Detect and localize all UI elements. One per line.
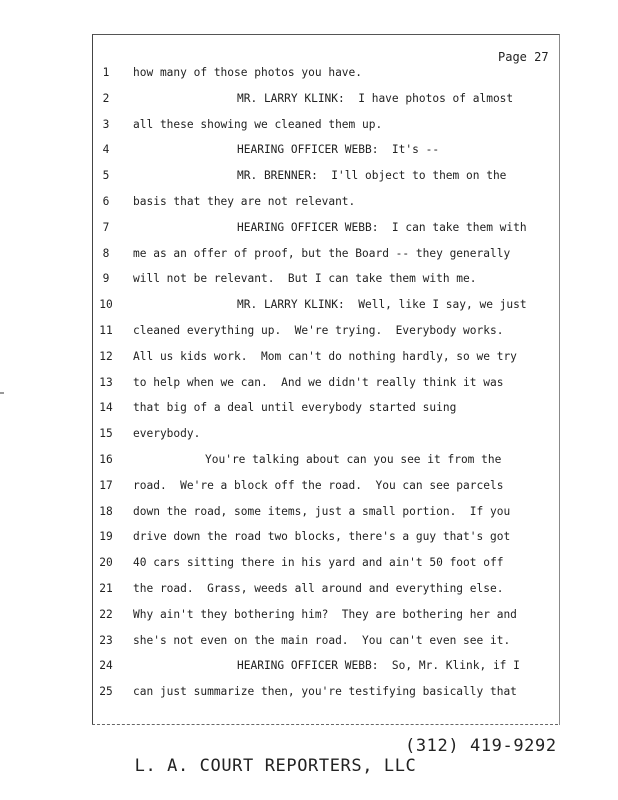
line-number: 24: [99, 659, 113, 673]
line-text: that big of a deal until everybody started suing: [133, 401, 457, 415]
line-number: 16: [99, 453, 113, 466]
binding-mark: [0, 392, 4, 394]
transcript-line: [0, 298, 618, 314]
transcript-line: [0, 685, 618, 701]
line-text: me as an offer of proof, but the Board -- they generally: [133, 246, 511, 260]
transcript-line: [0, 350, 618, 366]
transcript-line: [0, 66, 618, 82]
transcript-line: [0, 582, 618, 598]
line-text: MR. LARRY KLINK: I have photos of almost: [237, 91, 514, 105]
line-text: All us kids work. Mom can't do nothing hardly, so we try: [133, 349, 517, 363]
transcript-line: [0, 169, 618, 185]
line-text: everybody.: [133, 427, 201, 441]
line-text: Why ain't they bothering him? They are bothering her and: [133, 607, 517, 621]
footer-phone: (312) 419-9292: [405, 736, 557, 756]
line-number: 20: [99, 556, 113, 570]
transcript-line: [0, 659, 618, 675]
line-number: 22: [99, 607, 113, 621]
line-number: 21: [99, 582, 113, 595]
line-text: MR. LARRY KLINK: Well, like I say, we just: [237, 298, 527, 312]
page-bottom-rule: [92, 724, 558, 725]
transcript-line: [0, 505, 618, 521]
line-text: she's not even on the main road. You can't even see it.: [133, 633, 511, 647]
line-text: road. We're a block off the road. You can see parcels: [133, 478, 504, 492]
line-number: 15: [99, 427, 113, 441]
line-number: 11: [99, 324, 113, 337]
line-text: MR. BRENNER: I'll object to them on the: [237, 169, 507, 183]
line-number: 8: [102, 246, 110, 260]
line-number: 10: [99, 298, 113, 312]
transcript-line: [0, 272, 618, 288]
transcript-line: [0, 376, 618, 392]
line-text: all these showing we cleaned them up.: [133, 117, 383, 131]
line-text: will not be relevant. But I can take them with me.: [133, 272, 477, 286]
transcript-line: [0, 92, 618, 108]
line-number: 9: [102, 272, 110, 286]
transcript-line: [0, 195, 618, 211]
line-number: 12: [99, 349, 113, 363]
line-text: HEARING OFFICER WEBB: It's --: [237, 143, 440, 157]
line-text: cleaned everything up. We're trying. Everybody works.: [133, 324, 504, 337]
transcript-line: [0, 556, 618, 572]
line-number: 14: [99, 401, 113, 415]
transcript-line: [0, 247, 618, 263]
footer-company: L. A. COURT REPORTERS, LLC: [134, 756, 417, 776]
transcript-line: [0, 324, 618, 340]
line-number: 6: [102, 195, 110, 208]
line-text: HEARING OFFICER WEBB: So, Mr. Klink, if I: [237, 659, 520, 673]
line-number: 7: [102, 220, 110, 234]
line-number: 23: [99, 633, 113, 647]
transcript-line: [0, 479, 618, 495]
line-number: 19: [99, 530, 113, 544]
transcript-line: [0, 453, 618, 469]
transcript-line: [0, 401, 618, 417]
transcript-line: [0, 634, 618, 650]
transcript-line: [0, 608, 618, 624]
line-text: You're talking about can you see it from the: [205, 453, 502, 466]
line-number: 13: [99, 375, 113, 389]
line-number: 5: [102, 169, 110, 183]
line-text: basis that they are not relevant.: [133, 195, 356, 208]
line-number: 25: [99, 685, 113, 699]
line-number: 3: [102, 117, 110, 131]
line-number: 18: [99, 504, 113, 518]
line-number: 1: [102, 66, 110, 79]
transcript-line: [0, 118, 618, 134]
line-text: how many of those photos you have.: [133, 66, 363, 79]
transcript-line: [0, 530, 618, 546]
transcript-line: [0, 143, 618, 159]
line-number: 4: [102, 143, 110, 157]
line-text: to help when we can. And we didn't really think it was: [133, 375, 504, 389]
page-number: Page 27: [498, 50, 549, 64]
line-text: down the road, some items, just a small portion. If you: [133, 504, 511, 518]
footer: [113, 736, 557, 796]
line-text: the road. Grass, weeds all around and everything else.: [133, 582, 504, 595]
line-text: can just summarize then, you're testifying basically that: [133, 685, 517, 699]
line-number: 2: [102, 91, 110, 105]
line-text: drive down the road two blocks, there's a guy that's got: [133, 530, 511, 544]
line-number: 17: [99, 478, 113, 492]
transcript-line: [0, 221, 618, 237]
transcript-line: [0, 427, 618, 443]
line-text: 40 cars sitting there in his yard and ain't 50 foot off: [133, 556, 504, 570]
line-text: HEARING OFFICER WEBB: I can take them with: [237, 220, 527, 234]
